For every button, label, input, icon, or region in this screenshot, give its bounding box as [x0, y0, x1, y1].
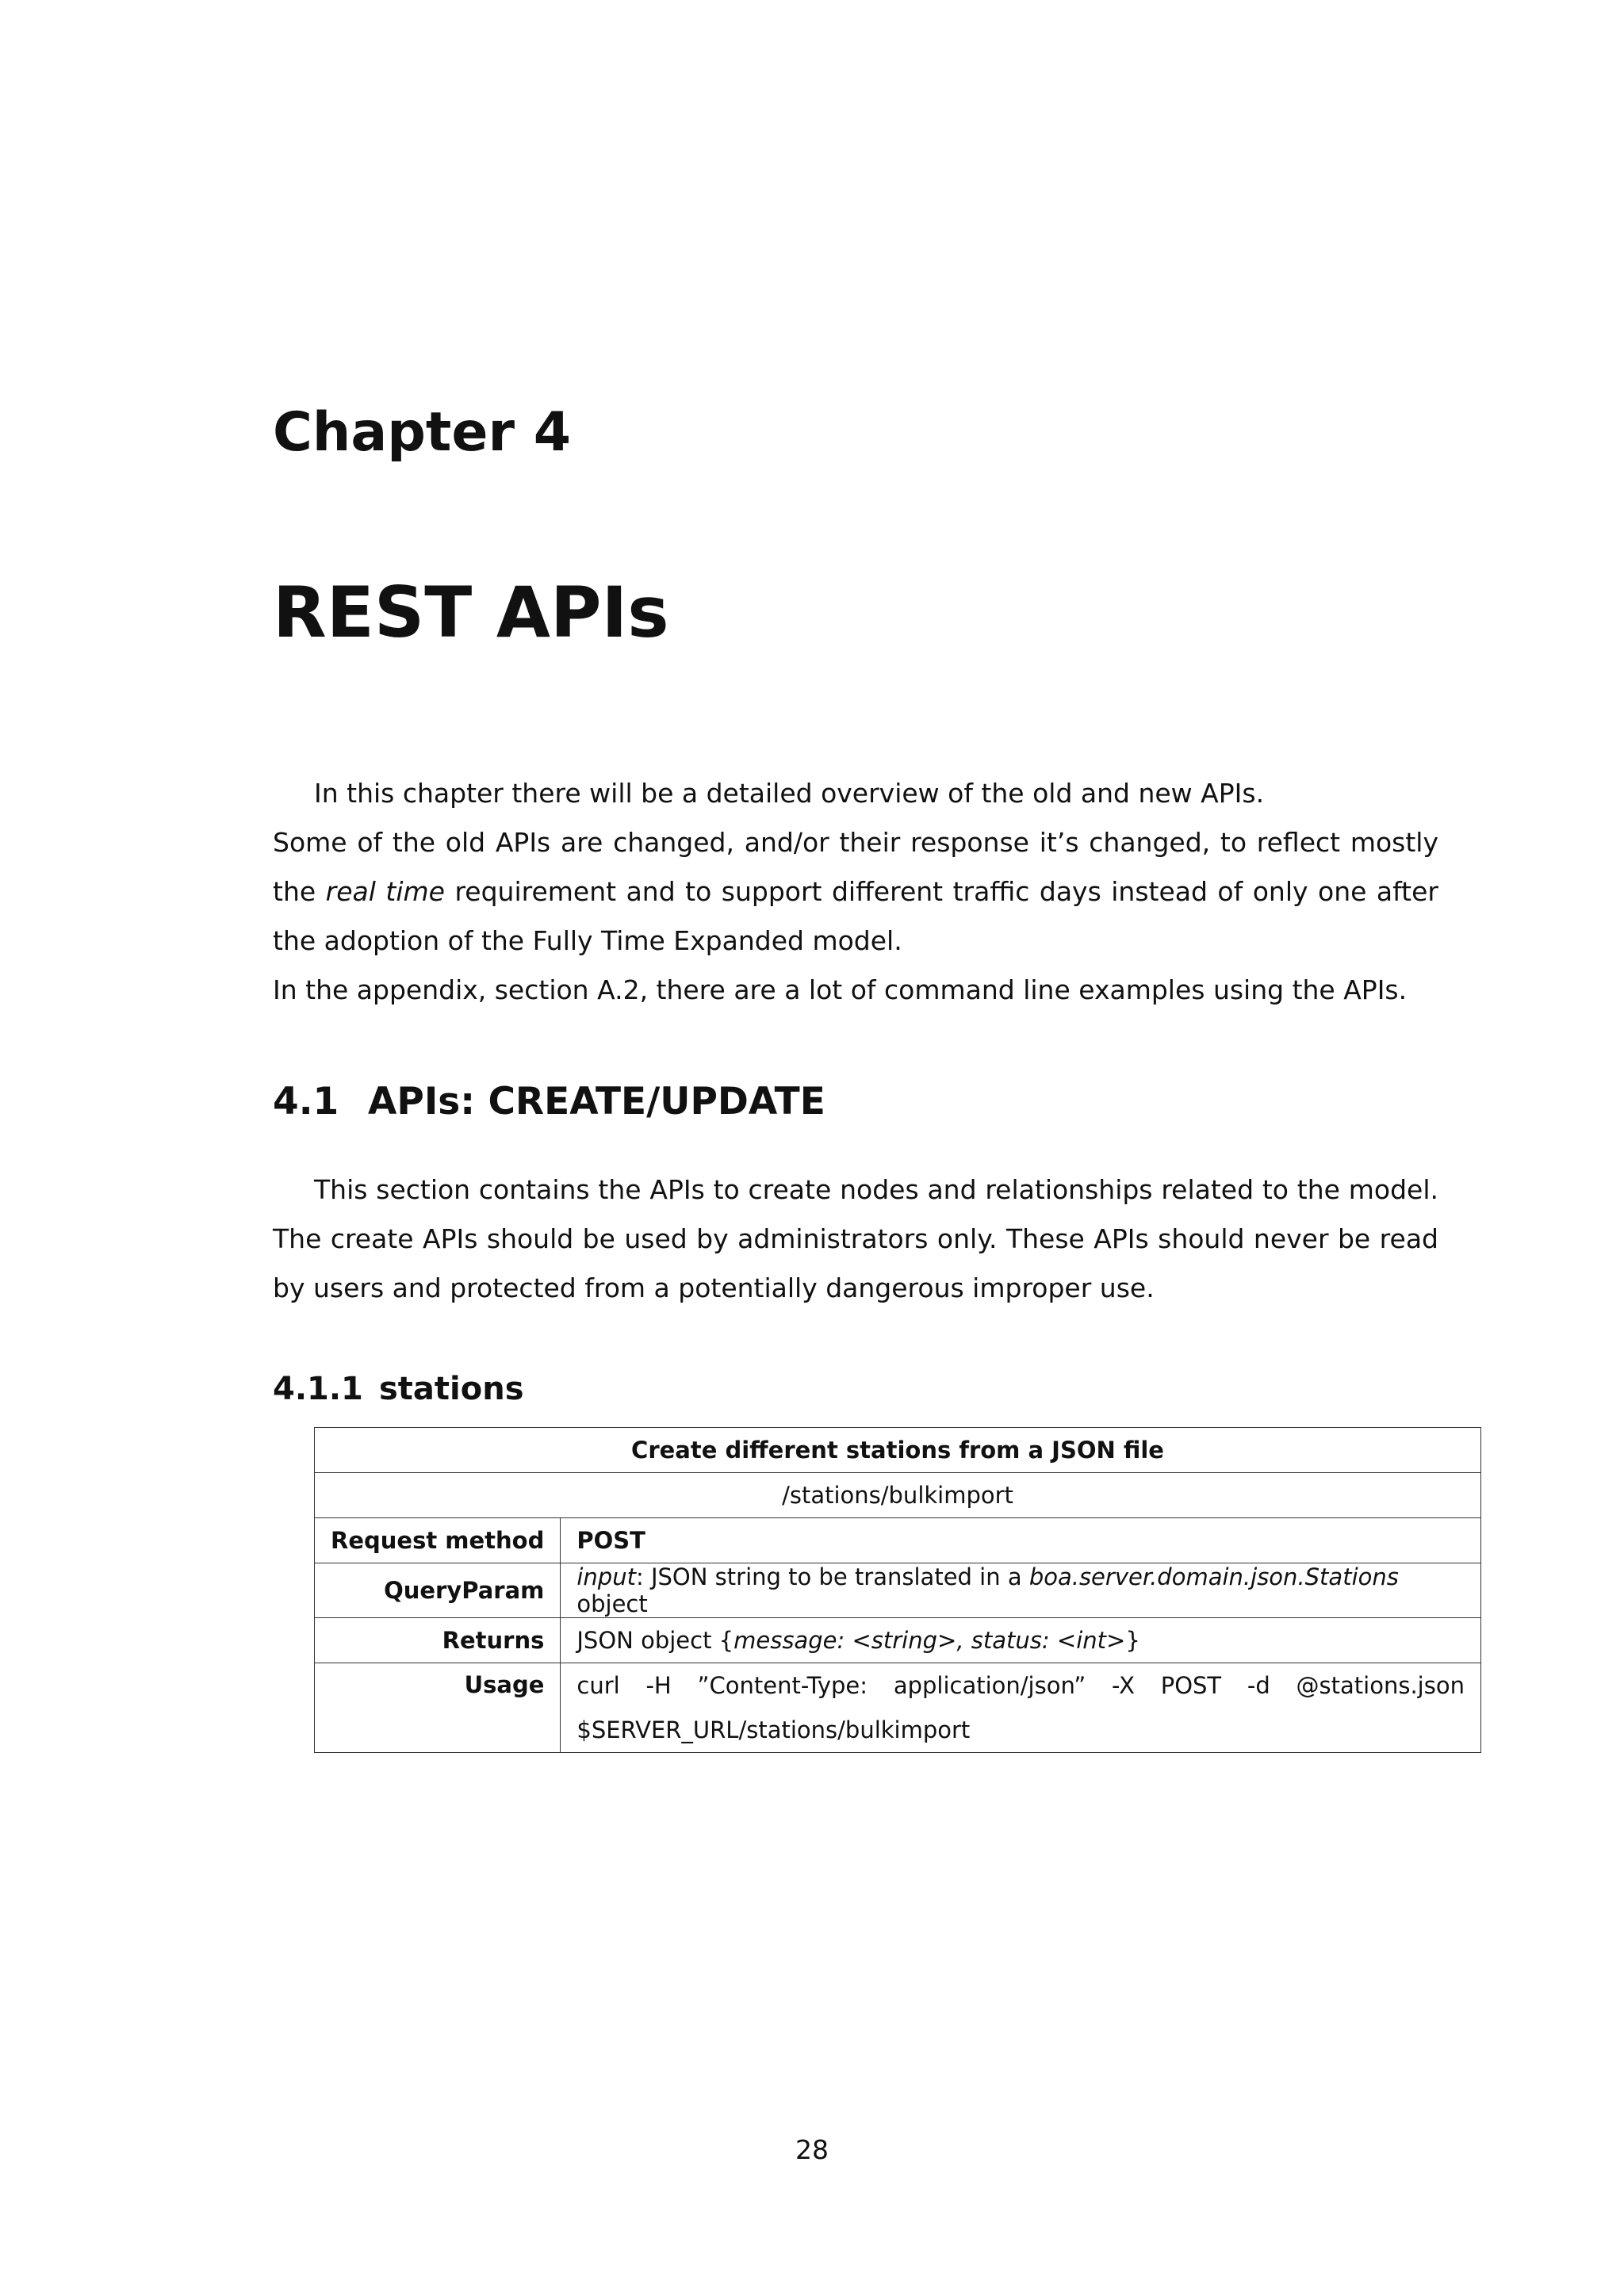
returns-brace-open: { [718, 1627, 734, 1654]
page-number: 28 [795, 2134, 829, 2165]
returns-lt-1: < [852, 1627, 871, 1654]
table-row-header [315, 1428, 1481, 1473]
usage-line-1 [576, 1663, 1465, 1708]
returns-sep: , [956, 1627, 971, 1654]
subsection-heading [273, 1370, 524, 1408]
intro-p2-text-a: Some of the old APIs are changed, and/or their response it’s changed, to reflect mostly the [273, 827, 1438, 907]
returns-key: Returns [315, 1618, 561, 1663]
api-table [314, 1427, 1481, 1753]
usage-line-2: $SERVER_URL/stations/bulkimport [576, 1716, 971, 1743]
table-row-endpoint [315, 1473, 1481, 1518]
usage-token: ”Content-Type: [697, 1672, 868, 1699]
usage-token: curl [576, 1672, 620, 1699]
intro-paragraph-2 [273, 818, 1438, 966]
queryparam-value [561, 1563, 1481, 1618]
usage-token: -d [1247, 1672, 1270, 1699]
intro-paragraph-1: In this chapter there will be a detailed overview of the old and new APIs. [314, 778, 1265, 809]
subsection-number: 4.1.1 [273, 1371, 363, 1407]
section-title: APIs: CREATE/UPDATE [368, 1080, 825, 1123]
queryparam-text-b: object [576, 1590, 648, 1617]
table-header: Create different stations from a JSON file [315, 1428, 1481, 1473]
table-row-method [315, 1518, 1481, 1563]
chapter-label: Chapter 4 [273, 401, 572, 464]
chapter-title: REST APIs [273, 572, 669, 653]
queryparam-key: QueryParam [315, 1563, 561, 1618]
returns-lt-2: < [1056, 1627, 1077, 1654]
subsection-title: stations [379, 1371, 524, 1407]
intro-p2-emphasis: real time [325, 876, 445, 907]
returns-status: status: [971, 1627, 1057, 1654]
usage-token: -H [645, 1672, 672, 1699]
returns-type-2: int [1076, 1627, 1106, 1654]
usage-token: @stations.json [1296, 1672, 1465, 1699]
usage-value [561, 1663, 1481, 1753]
intro-p2-text-b: requirement and to support different traffic days instead of only one after the adoption of the Fully Time Expanded model. [273, 876, 1438, 956]
returns-brace-close: } [1125, 1627, 1140, 1654]
method-value: POST [561, 1518, 1481, 1563]
returns-message: message: [733, 1627, 852, 1654]
table-row-returns [315, 1618, 1481, 1663]
returns-gt-2: > [1106, 1627, 1126, 1654]
section-number: 4.1 [273, 1080, 339, 1123]
section-heading [273, 1080, 825, 1124]
table-row-queryparam [315, 1563, 1481, 1618]
intro-paragraph-3: In the appendix, section A.2, there are a lot of command line examples using the APIs. [273, 974, 1408, 1005]
table-row-usage [315, 1663, 1481, 1753]
intro-text [273, 769, 1438, 1015]
usage-token: application/json” [893, 1672, 1086, 1699]
returns-gt-1: > [937, 1627, 957, 1654]
table-endpoint: /stations/bulkimport [315, 1473, 1481, 1518]
returns-type-1: string [871, 1627, 938, 1654]
usage-key: Usage [315, 1663, 561, 1753]
queryparam-name: input [576, 1563, 636, 1590]
section-body: This section contains the APIs to create nodes and relationships related to the model. The create APIs should be used by administrators only. These APIs should never be read by users and protected from a potentially dangerous improper use. [273, 1174, 1438, 1303]
usage-token: POST [1160, 1672, 1222, 1699]
queryparam-class: boa.server.domain.json.Stations [1028, 1563, 1399, 1590]
queryparam-text-a: : JSON string to be translated in a [635, 1563, 1029, 1590]
method-key: Request method [315, 1518, 561, 1563]
usage-token: -X [1112, 1672, 1135, 1699]
returns-value [561, 1618, 1481, 1663]
returns-text-a: JSON object [576, 1627, 719, 1654]
